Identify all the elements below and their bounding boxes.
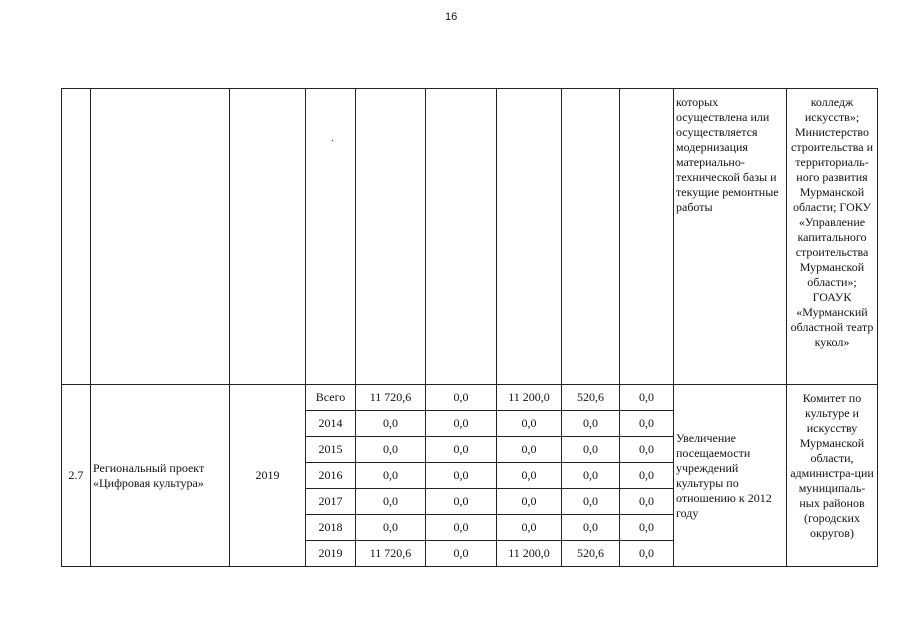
cell-year: 2014 (306, 411, 356, 437)
cell-c4: 0,0 (620, 489, 674, 515)
item-number: 2.7 (62, 385, 91, 567)
continuation-row (62, 89, 878, 385)
cell-c3: 0,0 (562, 515, 620, 541)
cell-c1: 0,0 (426, 541, 497, 567)
cell-c1: 0,0 (426, 489, 497, 515)
cell-c4: 0,0 (620, 463, 674, 489)
cell-c2: 11 200,0 (497, 541, 562, 567)
indicator-cell: которых осуществлена или осуществляется модернизация материально-технической базы и текущие ремонтные работы (674, 89, 787, 385)
cell-c2: 11 200,0 (497, 385, 562, 411)
item-name: Региональный проект «Цифровая культура» (91, 385, 230, 567)
item-indicator: Увеличение посещаемости учреждений культуры по отношению к 2012 году (674, 385, 787, 567)
cell-c3: 0,0 (562, 437, 620, 463)
item-period: 2019 (230, 385, 306, 567)
cell-c2: 0,0 (497, 463, 562, 489)
cell-c4: 0,0 (620, 541, 674, 567)
cell-c4: 0,0 (620, 437, 674, 463)
page-number: 16 (445, 11, 458, 23)
cell-c1: 0,0 (426, 411, 497, 437)
cell-c1: 0,0 (426, 437, 497, 463)
item-executor: Комитет по культуре и искусству Мурманской области, администра-ции муниципаль-ных районов (городских округов) (787, 385, 878, 567)
executor-cell: колледж искусств»; Министерство строительства и территориаль-ного развития Мурманской области; ГОКУ «Управление капитального строительства Мурманской области»; ГОАУК «Мурманский областной театр кукол» (787, 89, 878, 385)
cell-c2: 0,0 (497, 437, 562, 463)
cell-year: Всего (306, 385, 356, 411)
cell-c2: 0,0 (497, 489, 562, 515)
cell-c3: 0,0 (562, 463, 620, 489)
cell-total: 0,0 (356, 437, 426, 463)
cell-c2: 0,0 (497, 411, 562, 437)
cell-c1: 0,0 (426, 463, 497, 489)
table-row (62, 385, 878, 411)
cell-total: 0,0 (356, 411, 426, 437)
cell-c3: 520,6 (562, 541, 620, 567)
cell-c3: 520,6 (562, 385, 620, 411)
cell-total: 0,0 (356, 463, 426, 489)
cell-c1: 0,0 (426, 515, 497, 541)
cell-c1: 0,0 (426, 385, 497, 411)
cell-c4: 0,0 (620, 385, 674, 411)
cell-total: 11 720,6 (356, 385, 426, 411)
cell-c4: 0,0 (620, 515, 674, 541)
cell-year: 2017 (306, 489, 356, 515)
cell-c3: 0,0 (562, 411, 620, 437)
program-table (61, 88, 878, 567)
cell-c4: 0,0 (620, 411, 674, 437)
cell-c2: 0,0 (497, 515, 562, 541)
cell-year: 2018 (306, 515, 356, 541)
cell-total: 0,0 (356, 515, 426, 541)
cell-c3: 0,0 (562, 489, 620, 515)
cell-year: 2019 (306, 541, 356, 567)
cell-year: 2015 (306, 437, 356, 463)
cell-total: 11 720,6 (356, 541, 426, 567)
cell-total: 0,0 (356, 489, 426, 515)
cell-year: 2016 (306, 463, 356, 489)
